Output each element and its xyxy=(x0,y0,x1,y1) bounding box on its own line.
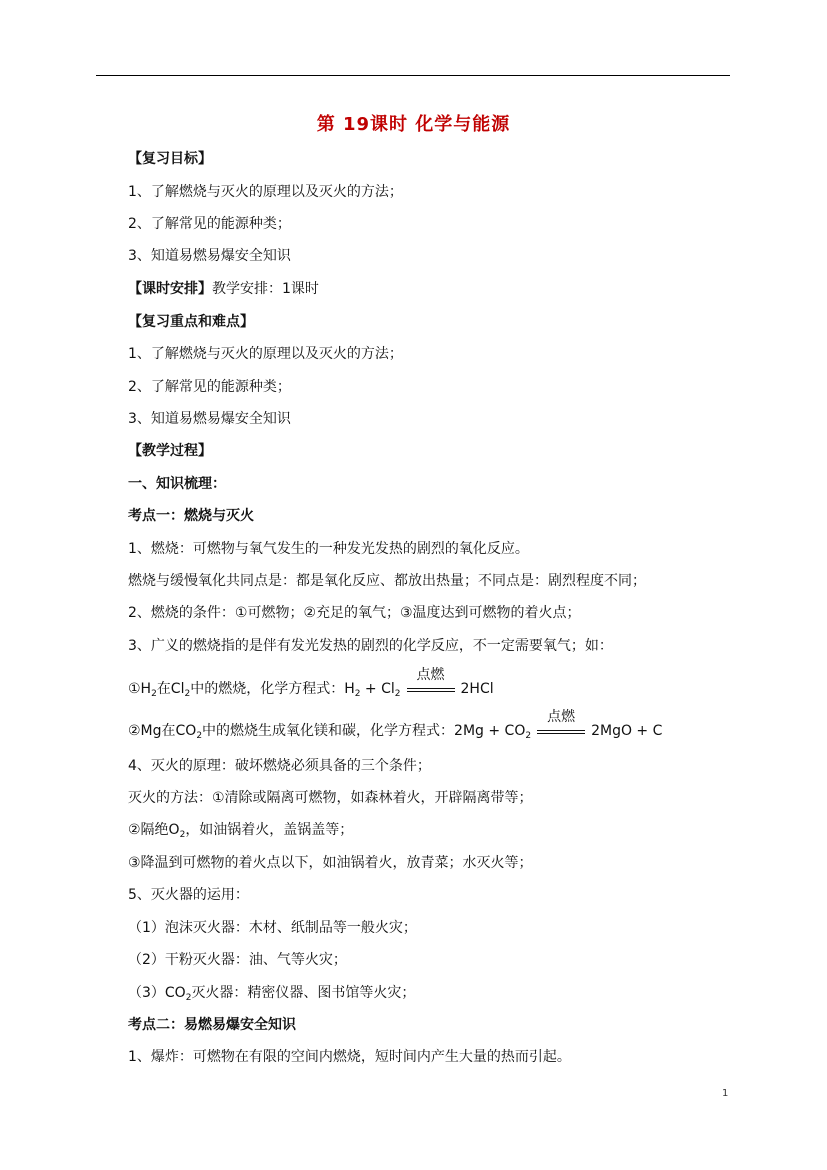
schedule-line xyxy=(128,280,319,298)
keypoint-item-3: 3、知道易燃易爆安全知识 xyxy=(128,411,291,427)
goals-heading: 【复习目标】 xyxy=(128,151,212,167)
equation-mg-co2: ②Mg在$CO_2$中的燃烧生成氧化镁和碳，化学方程式：$2Mg + CO_2$ 点燃 2MgO + C xyxy=(128,709,663,741)
reaction-condition: 点燃 xyxy=(547,709,576,725)
topic2-line-1: 1、爆炸：可燃物在有限的空间内燃烧，短时间内产生大量的热而引起。 xyxy=(128,1049,571,1065)
topic1-line-6: 灭火的方法：①清除或隔离可燃物，如森林着火，开辟隔离带等； xyxy=(128,790,533,806)
goal-item-2: 2、了解常见的能源种类； xyxy=(128,216,291,232)
topic1-line-7: ②隔绝$O_2$，如油锅着火，盖锅盖等； xyxy=(128,822,354,840)
topic1-line-4: 3、广义的燃烧指的是伴有发光发热的剧烈的化学反应，不一定需要氧气；如： xyxy=(128,638,613,654)
topic1-line-9: 5、灭火器的运用： xyxy=(128,887,249,903)
keypoint-item-1: 1、了解燃烧与灭火的原理以及灭火的方法； xyxy=(128,346,403,362)
extinguisher-foam: （1）泡沫灭火器：木材、纸制品等一般火灾； xyxy=(128,920,417,936)
topic1-heading: 考点一：燃烧与灭火 xyxy=(128,508,254,524)
reaction-condition: 点燃 xyxy=(416,667,445,683)
reaction-arrow xyxy=(405,667,457,698)
process-heading: 【教学过程】 xyxy=(128,443,212,459)
page-title: 第 19课时 化学与能源 xyxy=(316,114,511,135)
topic1-line-8: ③降温到可燃物的着火点以下，如油锅着火，放青菜；水灭火等； xyxy=(128,855,533,871)
extinguisher-powder: （2）干粉灭火器：油、气等火灾； xyxy=(128,952,347,968)
topic1-line-1: 1、燃烧：可燃物与氧气发生的一种发光发热的剧烈的氧化反应。 xyxy=(128,541,529,557)
topic2-heading: 考点二：易燃易爆安全知识 xyxy=(128,1017,296,1033)
page-number: 1 xyxy=(722,1088,729,1099)
equation-h2-cl2: $①H_2$在$Cl_2$中的燃烧，化学方程式：$H_2 + Cl_2$ 点燃 2HCl xyxy=(128,667,494,699)
topic1-line-3: 2、燃烧的条件：①可燃物；②充足的氧气；③温度达到可燃物的着火点； xyxy=(128,605,581,621)
schedule-text: 教学安排：1课时 xyxy=(212,281,319,297)
keypoint-item-2: 2、了解常见的能源种类； xyxy=(128,379,291,395)
reaction-arrow xyxy=(535,709,587,740)
topic1-line-2: 燃烧与缓慢氧化共同点是：都是氧化反应、都放出热量；不同点是：剧烈程度不同； xyxy=(128,573,646,589)
topic1-line-5: 4、灭火的原理：破坏燃烧必须具备的三个条件； xyxy=(128,758,431,774)
header-rule xyxy=(96,75,730,76)
keypoints-heading: 【复习重点和难点】 xyxy=(128,314,254,330)
section-heading: 一、知识梳理： xyxy=(128,476,226,492)
goal-item-1: 1、了解燃烧与灭火的原理以及灭火的方法； xyxy=(128,184,403,200)
goal-item-3: 3、知道易燃易爆安全知识 xyxy=(128,248,291,264)
extinguisher-co2: $(3)CO_2$灭火器：精密仪器、图书馆等火灾； xyxy=(128,985,416,1003)
schedule-heading: 【课时安排】 xyxy=(128,281,212,297)
